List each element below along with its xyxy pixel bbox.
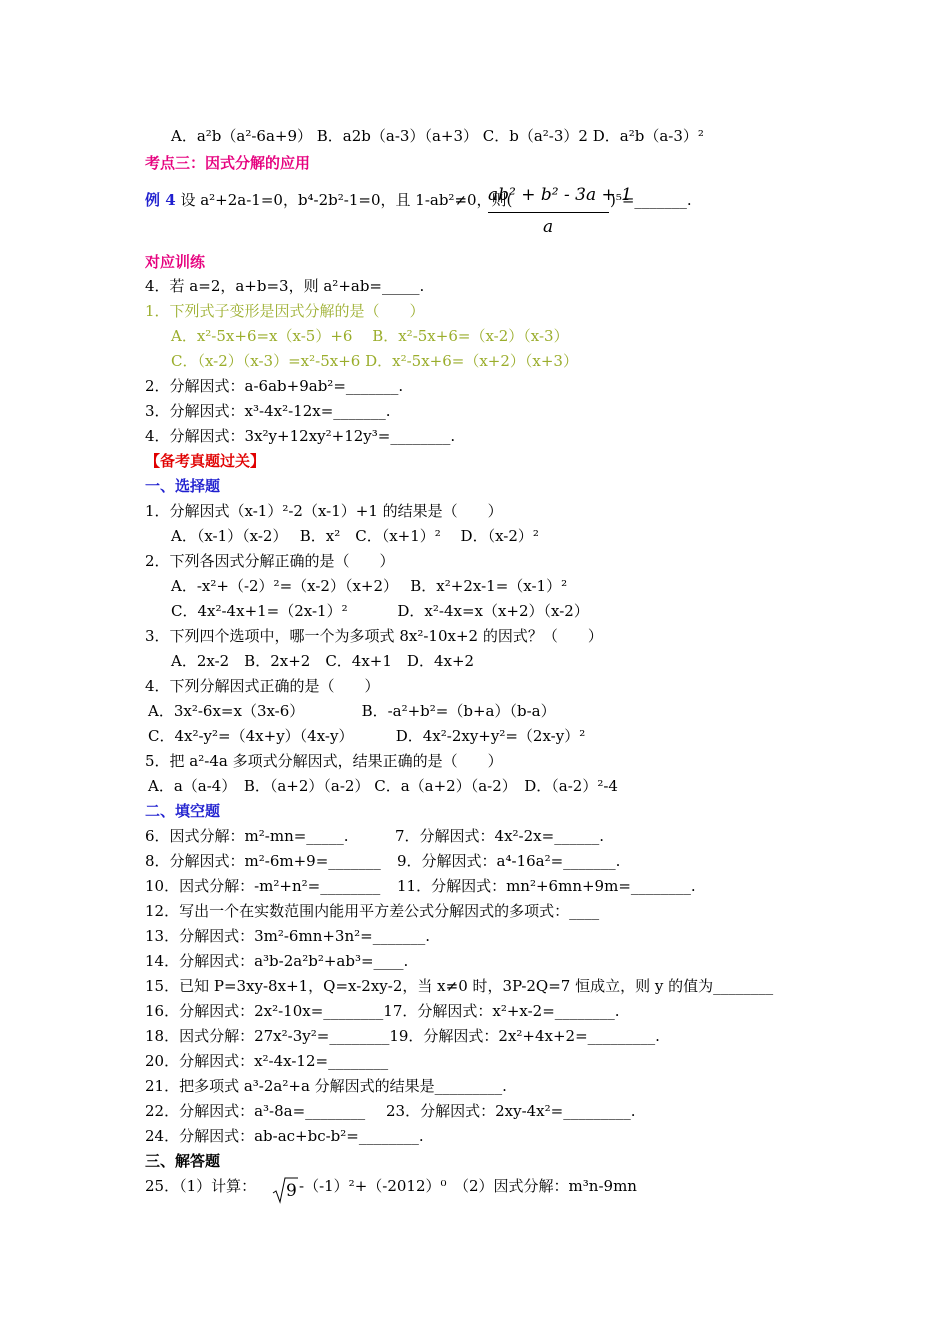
choice-options-line: A．2x-2 B．2x+2 C．4x+1 D．4x+2: [171, 652, 475, 670]
question-line: 20．分解因式：x²-4x-12=________: [145, 1052, 389, 1070]
question-line: 4．分解因式：3x²y+12xy²+12y³=________.: [145, 427, 456, 445]
section-heading-exam-review: 【备考真题过关】: [145, 452, 266, 470]
fraction-bar: [488, 212, 609, 213]
section-heading-multiple-choice: 一、选择题: [145, 477, 221, 495]
question-line: 15．已知 P=3xy-8x+1，Q=x-2xy-2，当 x≠0 时，3P-2Q=7 恒成立，则 y 的值为________: [145, 977, 774, 995]
radicand: 9: [286, 1181, 297, 1201]
question-line: 7．分解因式：4x²-2x=______.: [395, 827, 604, 845]
question-line: 13．分解因式：3m²-6mn+3n²=_______.: [145, 927, 430, 945]
choice-options-line: C．4x²-4x+1=（2x-1）² D．x²-4x=x（x+2）（x-2）: [171, 602, 589, 620]
fraction-numerator: ab² + b² - 3a + 1: [488, 185, 632, 205]
question-line: 5．把 a²-4a 多项式分解因式，结果正确的是（ ）: [145, 752, 503, 770]
question-line: 18．因式分解：27x²-3y²=________19．分解因式：2x²+4x+2=_________.: [145, 1027, 660, 1045]
choice-options-line: A．a²b（a²-6a+9） B．a2b（a-3）（a+3） C．b（a²-3）2 D．a²b（a-3）²: [171, 127, 704, 145]
question-line: 24．分解因式：ab-ac+bc-b²=________.: [145, 1127, 424, 1145]
question-line: 12．写出一个在实数范围内能用平方差公式分解因式的多项式：____: [145, 902, 600, 920]
question-line: 1．分解因式（x-1）²-2（x-1）+1 的结果是（ ）: [145, 502, 503, 520]
question-line: 1．下列式子变形是因式分解的是（ ）: [145, 302, 425, 320]
question-line: 8．分解因式：m²-6m+9=_______: [145, 852, 381, 870]
section-heading-topic-3: 考点三：因式分解的应用: [145, 154, 311, 172]
section-heading-solutions: 三、解答题: [145, 1152, 221, 1170]
section-heading-training: 对应训练: [145, 253, 206, 271]
question-line: 10．因式分解：-m²+n²=________: [145, 877, 381, 895]
choice-options-line: A．3x²-6x=x（3x-6） B．-a²+b²=（b+a）（b-a）: [148, 702, 556, 720]
question-line: 22．分解因式：a³-8a=________: [145, 1102, 366, 1120]
example-4-line: [145, 190, 512, 210]
question-line: 3．下列四个选项中，哪一个为多项式 8x²-10x+2 的因式？（ ）: [145, 627, 603, 645]
question-line: 25．（1）计算：: [145, 1177, 257, 1195]
choice-options-line: A．（x-1）（x-2） B．x² C．（x+1）² D．（x-2）²: [171, 527, 539, 545]
example-4-tail: )⁵=_______.: [610, 191, 692, 209]
question-line: 6．因式分解：m²-mn=_____.: [145, 827, 349, 845]
question-line: 4．若 a=2，a+b=3，则 a²+ab=_____.: [145, 277, 425, 295]
choice-options-line: C．（x-2）（x-3）=x²-5x+6 D．x²-5x+6=（x+2）（x+3）: [171, 352, 578, 370]
question-line: 2．下列各因式分解正确的是（ ）: [145, 552, 395, 570]
question-line: 2．分解因式：a-6ab+9ab²=_______.: [145, 377, 404, 395]
question-line: 3．分解因式：x³-4x²-12x=_______.: [145, 402, 391, 420]
choice-options-line: A．-x²+（-2）²=（x-2）（x+2） B．x²+2x-1=（x-1）²: [171, 577, 568, 595]
question-line: 21．把多项式 a³-2a²+a 分解因式的结果是_________.: [145, 1077, 507, 1095]
question-line: 4．下列分解因式正确的是（ ）: [145, 677, 380, 695]
square-root-expression: [272, 1176, 298, 1204]
choice-options-line: A．x²-5x+6=x（x-5）+6 B．x²-5x+6=（x-2）（x-3）: [171, 327, 569, 345]
question-line: 16．分解因式：2x²-10x=________17．分解因式：x²+x-2=________.: [145, 1002, 620, 1020]
section-heading-fill-in: 二、填空题: [145, 802, 221, 820]
question-line: 23．分解因式：2xy-4x²=_________.: [386, 1102, 636, 1120]
question-line: -（-1）²+（-2012）⁰ （2）因式分解：m³n-9mn: [299, 1177, 637, 1195]
example-4-text: 设 a²+2a-1=0，b⁴-2b²-1=0，且 1-ab²≠0，则(: [175, 191, 513, 209]
question-line: 14．分解因式：a³b-2a²b²+ab³=____.: [145, 952, 409, 970]
choice-options-line: A．a（a-4） B．（a+2）（a-2） C．a（a+2）（a-2） D．（a-2）²-4: [148, 777, 618, 795]
example-label: 例 4: [145, 191, 176, 209]
fraction-denominator: a: [543, 217, 554, 237]
question-line: 11．分解因式：mn²+6mn+9m=________.: [397, 877, 696, 895]
question-line: 9．分解因式：a⁴-16a²=_______.: [397, 852, 621, 870]
choice-options-line: C．4x²-y²=（4x+y）（4x-y） D．4x²-2xy+y²=（2x-y）²: [148, 727, 586, 745]
